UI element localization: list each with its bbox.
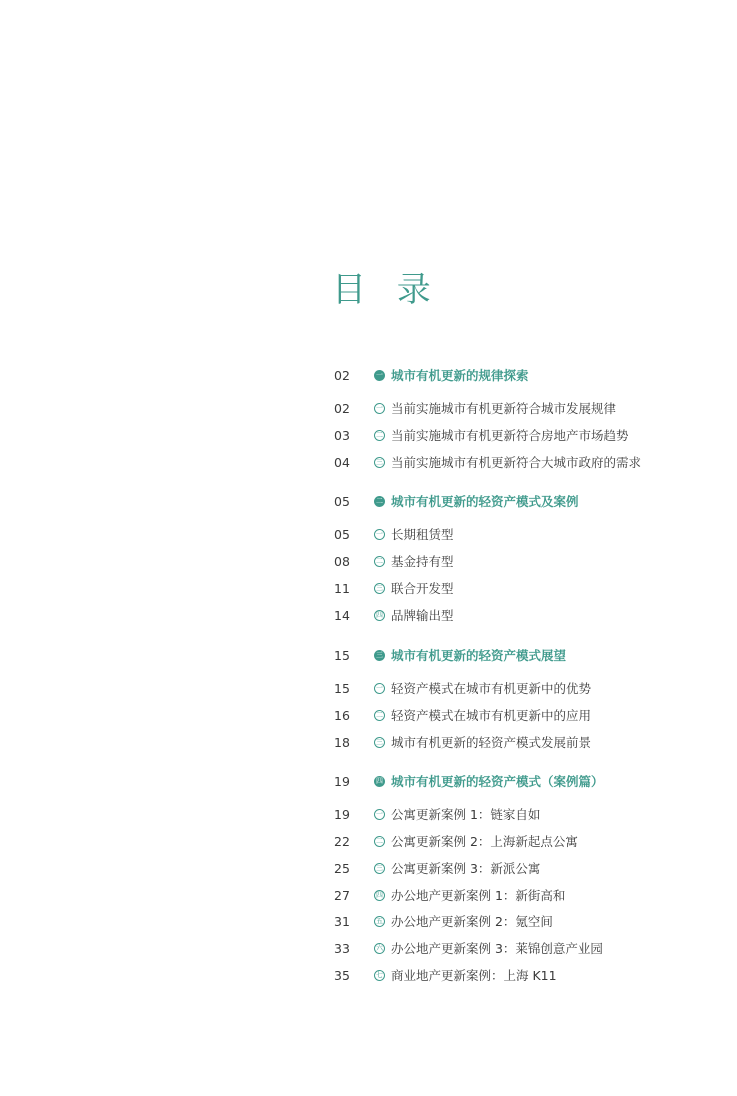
numeral-marker-icon: 二 — [376, 430, 383, 439]
toc-item[interactable] — [334, 705, 591, 725]
toc-item[interactable] — [334, 911, 553, 931]
page-number: 16 — [334, 707, 350, 723]
page-number: 19 — [334, 773, 350, 789]
page-number: 27 — [334, 887, 350, 903]
toc-item[interactable] — [334, 885, 565, 905]
page-number: 15 — [334, 647, 350, 663]
numeral-marker-icon: 一 — [376, 403, 383, 412]
toc-label: 办公地产更新案例 2：氪空间 — [391, 914, 553, 929]
toc-item[interactable] — [334, 831, 578, 851]
toc-label: 公寓更新案例 1：链家自如 — [391, 807, 541, 822]
toc-section-4[interactable] — [334, 771, 604, 791]
numeral-marker-icon: 三 — [376, 737, 383, 746]
numeral-marker-icon: 一 — [376, 683, 383, 692]
toc-item[interactable] — [334, 858, 540, 878]
toc-label: 城市有机更新的轻资产模式发展前景 — [391, 735, 592, 750]
page-number: 19 — [334, 806, 350, 822]
page-number: 05 — [334, 526, 350, 542]
numeral-marker-icon: 二 — [376, 710, 383, 719]
page-number: 02 — [334, 400, 350, 416]
toc-item[interactable] — [334, 732, 591, 752]
toc-item[interactable] — [334, 524, 454, 544]
page-number: 02 — [334, 367, 350, 383]
page-number: 33 — [334, 940, 350, 956]
toc-item[interactable] — [334, 398, 616, 418]
toc-label: 当前实施城市有机更新符合大城市政府的需求 — [391, 455, 642, 470]
toc-item[interactable] — [334, 425, 629, 445]
toc-item[interactable] — [334, 578, 454, 598]
numeral-marker-icon: 三 — [376, 863, 383, 872]
numeral-marker-icon: 三 — [376, 650, 383, 659]
toc-item[interactable] — [334, 605, 454, 625]
toc-label: 办公地产更新案例 1：新街高和 — [391, 888, 566, 903]
toc-item[interactable] — [334, 452, 641, 472]
page-title: 目 录 — [332, 270, 441, 310]
toc-label: 公寓更新案例 3：新派公寓 — [391, 861, 541, 876]
numeral-marker-icon: 四 — [376, 610, 383, 619]
toc-label: 基金持有型 — [391, 554, 454, 569]
numeral-marker-icon: 二 — [376, 496, 383, 505]
toc-item[interactable] — [334, 804, 540, 824]
toc-label: 公寓更新案例 2：上海新起点公寓 — [391, 834, 578, 849]
toc-label: 联合开发型 — [391, 581, 454, 596]
numeral-marker-icon: 一 — [376, 529, 383, 538]
toc-item[interactable] — [334, 938, 603, 958]
toc-label: 轻资产模式在城市有机更新中的应用 — [391, 708, 592, 723]
numeral-marker-icon: 三 — [376, 583, 383, 592]
toc-item[interactable] — [334, 678, 591, 698]
toc-label: 当前实施城市有机更新符合城市发展规律 — [391, 401, 617, 416]
toc-section-1[interactable] — [334, 365, 529, 385]
toc-label: 办公地产更新案例 3：莱锦创意产业园 — [391, 941, 603, 956]
toc-item[interactable] — [334, 965, 557, 985]
toc-label: 城市有机更新的轻资产模式及案例 — [391, 494, 579, 509]
page-number: 35 — [334, 967, 350, 983]
toc-label: 商业地产更新案例：上海 K11 — [391, 968, 557, 983]
page-number: 08 — [334, 553, 350, 569]
toc-section-2[interactable] — [334, 491, 579, 511]
page-number: 04 — [334, 454, 350, 470]
numeral-marker-icon: 六 — [376, 943, 383, 952]
page-number: 18 — [334, 734, 350, 750]
page-number: 15 — [334, 680, 350, 696]
page-number: 25 — [334, 860, 350, 876]
numeral-marker-icon: 四 — [376, 890, 383, 899]
toc-label: 城市有机更新的轻资产模式展望 — [391, 648, 567, 663]
page-number: 05 — [334, 493, 350, 509]
numeral-marker-icon: 一 — [376, 370, 383, 379]
toc-section-3[interactable] — [334, 645, 566, 665]
toc-label: 城市有机更新的轻资产模式（案例篇） — [391, 774, 604, 789]
numeral-marker-icon: 一 — [376, 809, 383, 818]
numeral-marker-icon: 五 — [376, 916, 383, 925]
toc-item[interactable] — [334, 551, 454, 571]
page-number: 03 — [334, 427, 350, 443]
page-number: 22 — [334, 833, 350, 849]
toc-label: 当前实施城市有机更新符合房地产市场趋势 — [391, 428, 629, 443]
page-number: 14 — [334, 607, 350, 623]
numeral-marker-icon: 二 — [376, 836, 383, 845]
page-number: 31 — [334, 913, 350, 929]
numeral-marker-icon: 三 — [376, 457, 383, 466]
numeral-marker-icon: 四 — [376, 776, 383, 785]
numeral-marker-icon: 二 — [376, 556, 383, 565]
numeral-marker-icon: 七 — [376, 970, 383, 979]
toc-label: 长期租赁型 — [391, 527, 454, 542]
page-number: 11 — [334, 580, 350, 596]
toc-label: 品牌输出型 — [391, 608, 454, 623]
toc-label: 城市有机更新的规律探索 — [391, 368, 529, 383]
toc-label: 轻资产模式在城市有机更新中的优势 — [391, 681, 592, 696]
